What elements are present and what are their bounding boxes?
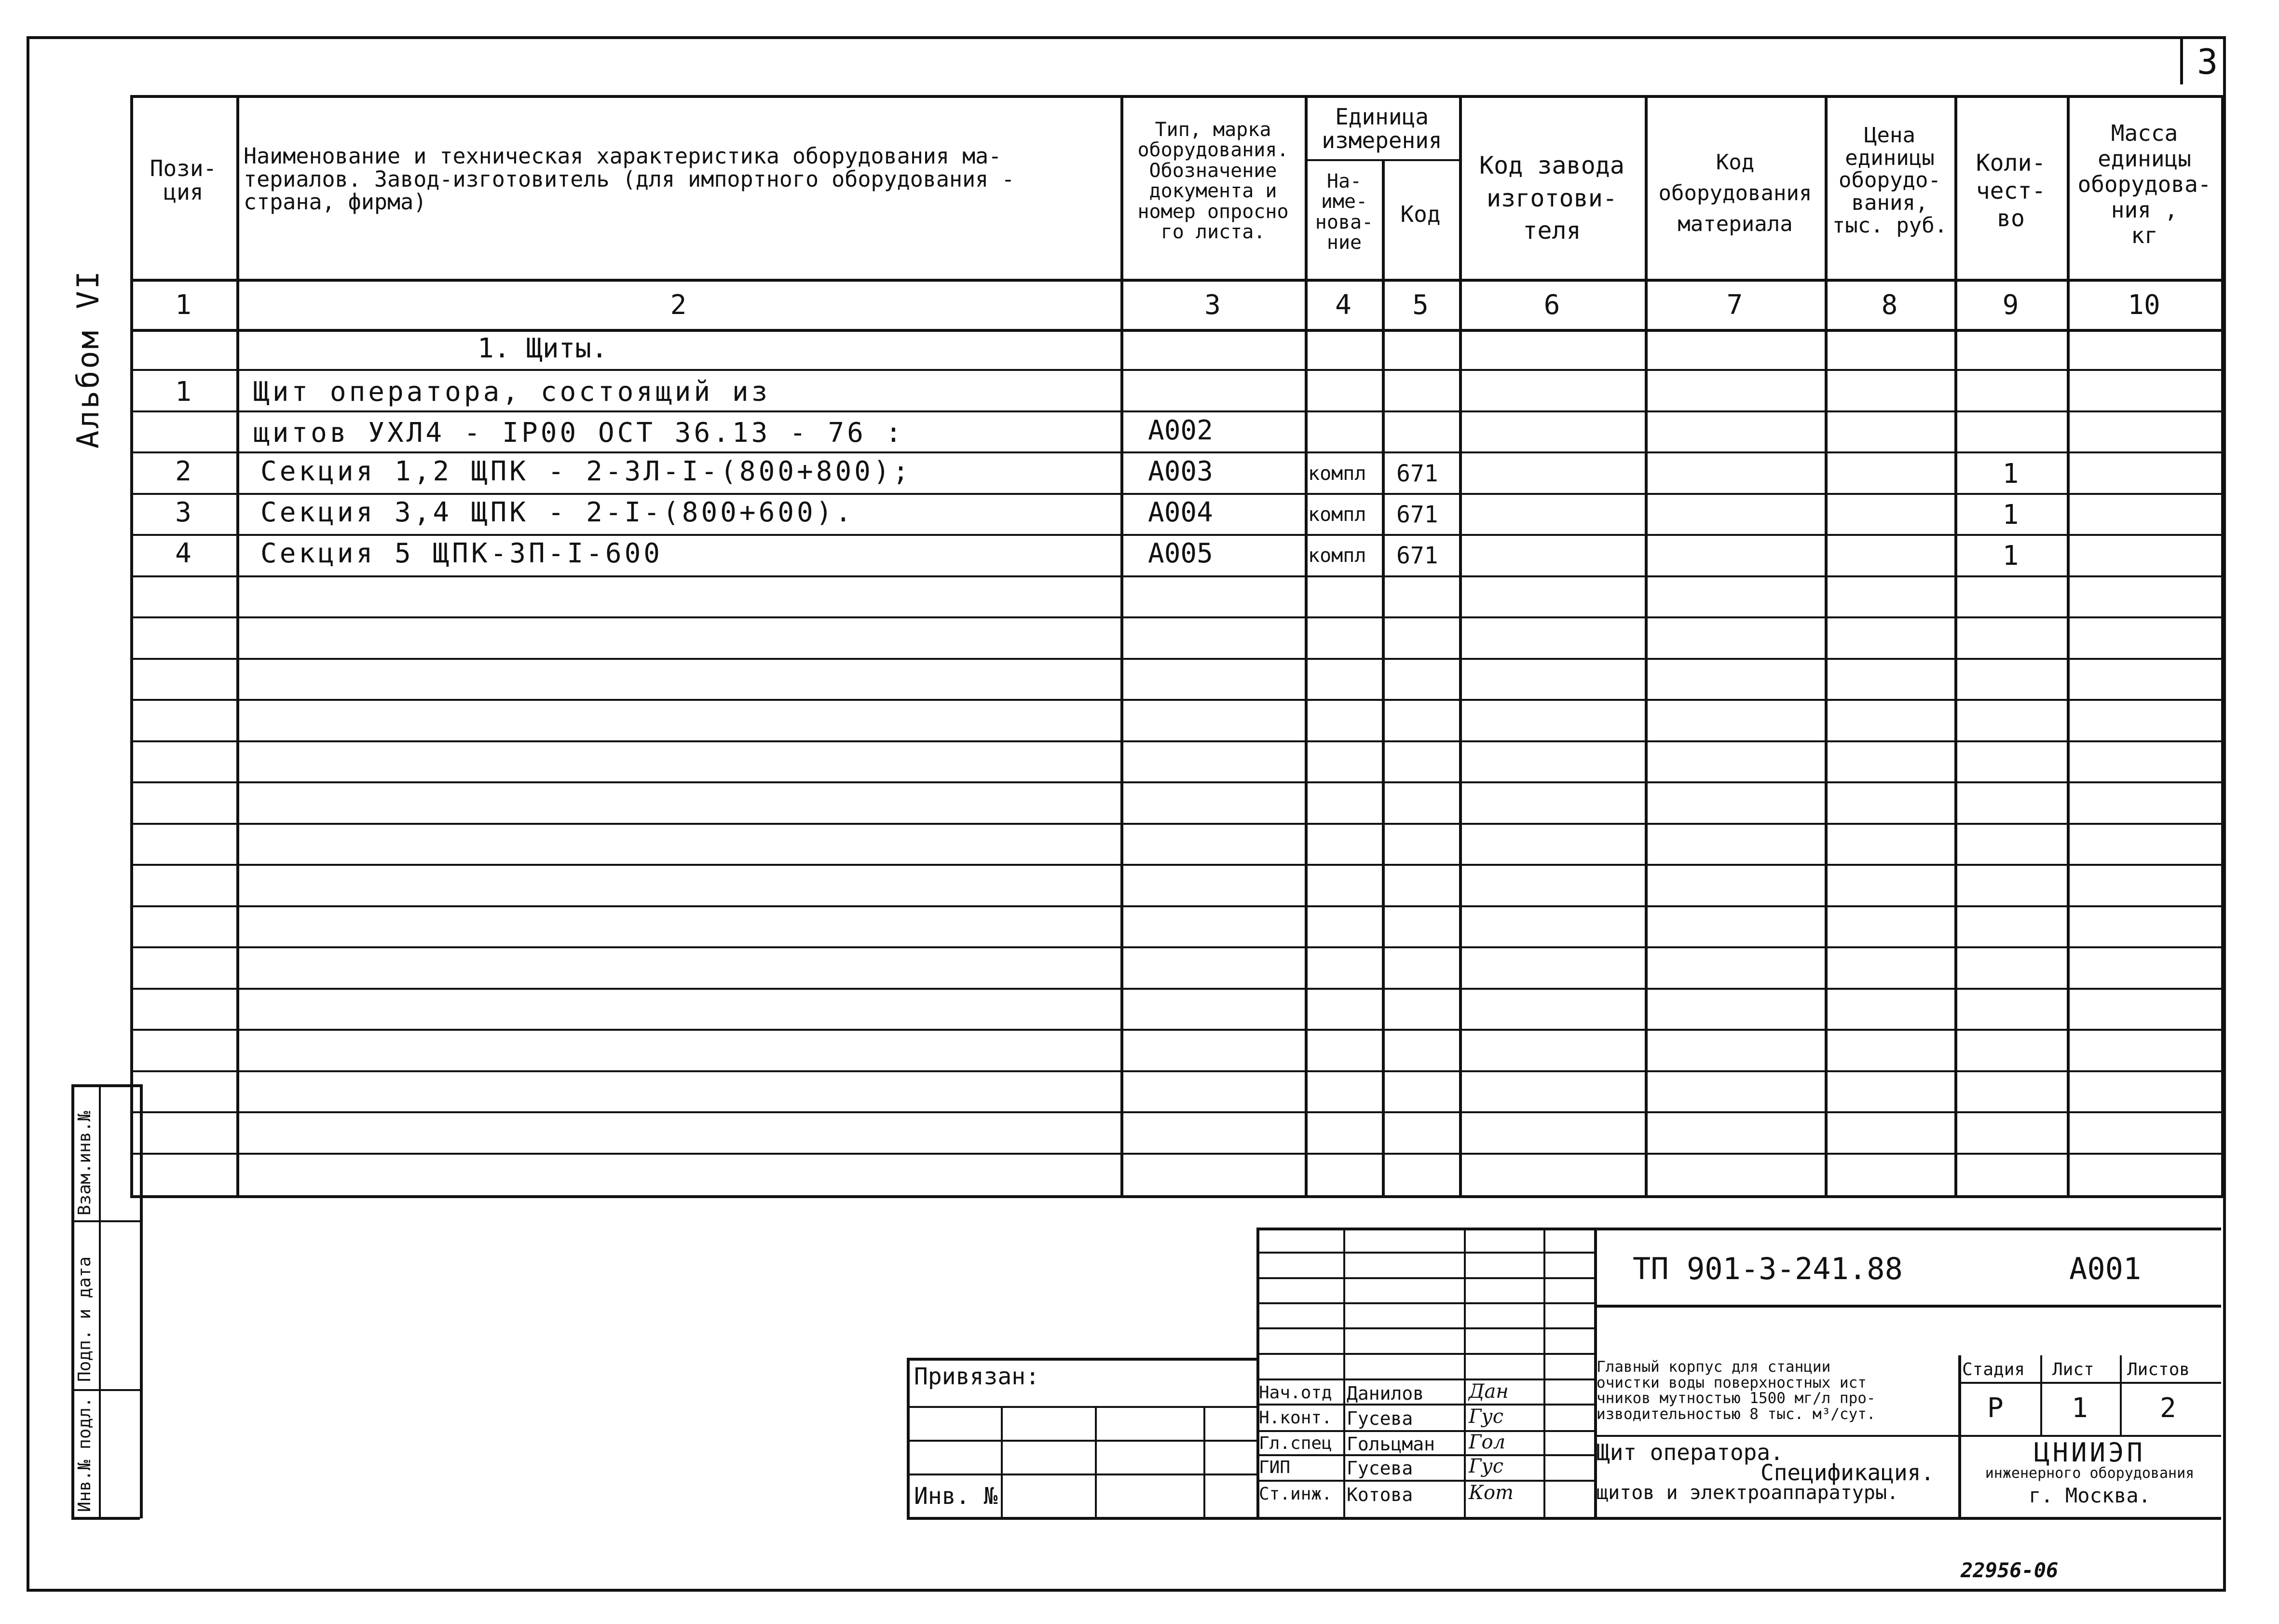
- tb-grid-10: [1256, 1480, 1594, 1482]
- table-row-line: [130, 575, 2224, 577]
- table-row-line: [130, 493, 2224, 495]
- side-stamp-sign-date: Подп. и дата: [75, 1256, 95, 1382]
- inv-no-label: Инв. №: [914, 1483, 998, 1510]
- side-stamp-bottom: [71, 1517, 140, 1520]
- side-stamp-div-1: [71, 1220, 140, 1222]
- table-row-line: [130, 1153, 2224, 1155]
- tb-grid-2: [1256, 1277, 1594, 1279]
- row-3-mark: А003: [1148, 456, 1213, 487]
- tb-line-b: [1343, 1228, 1345, 1517]
- header-bottom-line: [130, 279, 2224, 282]
- stage-label: Стадия: [1962, 1360, 2025, 1379]
- album-label: Альбом VI: [70, 269, 106, 449]
- role-5: Ст.инж.: [1259, 1484, 1332, 1504]
- privyazan-col-1: [1001, 1406, 1003, 1517]
- col-number-4: 4: [1335, 289, 1351, 321]
- row-3-code: 671: [1396, 460, 1438, 487]
- row-4-name: Секция 3,4 ЩПК - 2-I-(800+600).: [260, 497, 855, 528]
- col-divider-7: [1825, 95, 1828, 1196]
- table-row-line: [130, 946, 2224, 948]
- sheet-number-box: [2180, 36, 2183, 84]
- row-4-code: 671: [1396, 501, 1438, 528]
- table-bottom-border: [130, 1195, 2224, 1198]
- table-row-line: [130, 864, 2224, 866]
- side-stamp-replace-inv: Взам.инв.№: [75, 1111, 95, 1215]
- row-5-code: 671: [1396, 542, 1438, 569]
- org-name: ЦНИИЭП: [2033, 1437, 2146, 1468]
- drawing-title-line-2: Спецификация.: [1760, 1460, 1935, 1486]
- side-stamp-mid: [99, 1084, 101, 1518]
- role-5-signature: Кот: [1469, 1482, 1514, 1504]
- col-header-9: Коли- чест- во: [1976, 150, 2046, 232]
- table-row-line: [130, 658, 2224, 660]
- role-2: Н.конт.: [1259, 1408, 1332, 1428]
- stage-box-mid: [2040, 1355, 2042, 1435]
- sheets-value: 2: [2160, 1392, 2176, 1424]
- org-city: г. Москва.: [2029, 1484, 2151, 1507]
- side-stamp-div-2: [71, 1389, 140, 1391]
- table-row-line: [130, 410, 2224, 412]
- role-3-name: Гольцман: [1347, 1433, 1435, 1455]
- col-divider-6: [1645, 95, 1648, 1196]
- col-divider-2: [1120, 95, 1123, 1196]
- col-divider-8: [1954, 95, 1957, 1196]
- col-header-10: Масса единицы оборудова- ния , кг: [2077, 120, 2211, 248]
- table-right-border: [2221, 95, 2224, 1196]
- col-header-3: Тип, марка оборудования. Обозначение документа и номер опросно го листа.: [1137, 119, 1289, 243]
- privyazan-div-3: [907, 1474, 1256, 1475]
- row-4-unit: компл: [1308, 504, 1366, 526]
- table-row-line: [130, 905, 2224, 907]
- number-row-bottom-line: [130, 329, 2224, 332]
- col-number-1: 1: [175, 289, 191, 321]
- row-5-mark: А005: [1148, 538, 1213, 569]
- stage-box-right: [2120, 1355, 2122, 1435]
- col-number-2: 2: [670, 289, 687, 321]
- privyazan-col-2: [1095, 1406, 1097, 1517]
- sheets-label: Листов: [2127, 1360, 2190, 1379]
- stage-bottom: [1958, 1435, 2221, 1437]
- privyazan-div-2: [907, 1440, 1256, 1442]
- table-row-line: [130, 616, 2224, 618]
- col-number-5: 5: [1412, 289, 1429, 321]
- row-5-position: 4: [175, 538, 191, 569]
- role-1-signature: Дан: [1469, 1380, 1509, 1403]
- table-row-line: [130, 988, 2224, 990]
- stage-value: Р: [1987, 1392, 2004, 1424]
- table-row-line: [130, 1029, 2224, 1031]
- side-stamp-inv-no: Инв.№ подл.: [75, 1397, 95, 1512]
- tb-top: [1256, 1228, 2221, 1230]
- privyazan-top: [907, 1358, 1256, 1361]
- row-5-qty: 1: [2002, 540, 2019, 572]
- tb-line-d: [1543, 1228, 1545, 1517]
- sheet-label: Лист: [2052, 1360, 2094, 1379]
- row-3-position: 2: [175, 456, 191, 487]
- role-3: Гл.спец: [1259, 1433, 1332, 1453]
- tb-grid-3: [1256, 1302, 1594, 1304]
- row-3-qty: 1: [2002, 458, 2019, 490]
- col-header-2: Наименование и техническая характеристика оборудования ма- териалов. Завод-изготовитель (для импортного оборудования - страна, фирма): [244, 143, 1015, 215]
- drawing-title-line-3: щитов и электроаппаратуры.: [1597, 1482, 1899, 1504]
- tb-line-c: [1464, 1228, 1466, 1517]
- col-divider-9: [2067, 95, 2070, 1196]
- table-row-line: [130, 451, 2224, 453]
- org-subtitle: инженерного оборудования: [1985, 1465, 2195, 1482]
- tb-grid-6: [1256, 1378, 1594, 1380]
- unit-group-header: Единица измерения: [1322, 104, 1442, 153]
- table-row-line: [130, 534, 2224, 536]
- table-row-line: [130, 823, 2224, 825]
- row-5-name: Секция 5 ЩПК-3П-I-600: [260, 538, 663, 569]
- role-1: Нач.отд: [1259, 1383, 1332, 1403]
- tb-grid-1: [1256, 1252, 1594, 1254]
- col-header-8: Цена единицы оборудо- вания, тыс. руб.: [1832, 123, 1948, 238]
- sheet-code: А001: [2069, 1251, 2142, 1286]
- privyazan-label: Привязан:: [914, 1363, 1040, 1390]
- table-top-border: [130, 95, 2224, 98]
- role-4-name: Гусева: [1347, 1458, 1413, 1479]
- row-4-position: 3: [175, 497, 191, 528]
- stage-label-line: [1958, 1382, 2221, 1384]
- col-header-6: Код завода изготови- теля: [1479, 151, 1625, 245]
- table-left-border: [130, 95, 133, 1196]
- privyazan-left: [907, 1358, 910, 1517]
- row-4-qty: 1: [2002, 499, 2019, 531]
- project-title-bottom: [1594, 1435, 1958, 1437]
- project-title: Главный корпус для станции очистки воды поверхностных ист чников мутностью 1500 мг/л про- изводительностью 8 тыс. м³/сут.: [1597, 1358, 1876, 1423]
- col-number-8: 8: [1881, 289, 1898, 321]
- col-header-5: Код: [1400, 201, 1441, 227]
- sheet-number: 3: [2197, 41, 2218, 82]
- privyazan-col-3: [1203, 1406, 1205, 1517]
- col-header-1: Пози- ция: [150, 155, 217, 205]
- side-stamp-right: [140, 1084, 143, 1518]
- table-row-line: [130, 369, 2224, 371]
- unit-group-divider: [1305, 159, 1459, 161]
- row-3-name: Секция 1,2 ЩПК - 2-3Л-I-(800+800);: [260, 456, 912, 487]
- role-3-signature: Гол: [1469, 1431, 1506, 1453]
- tb-grid-5: [1256, 1353, 1594, 1355]
- tb-grid-8: [1256, 1430, 1594, 1432]
- role-2-signature: Гус: [1469, 1406, 1504, 1428]
- tb-bottom: [907, 1517, 2221, 1520]
- table-row-line: [130, 1111, 2224, 1113]
- tb-grid-7: [1256, 1404, 1594, 1406]
- col-header-4: На- име- нова- ние: [1315, 170, 1374, 254]
- archive-number: 22956-06: [1961, 1558, 2059, 1582]
- table-row-line: [130, 699, 2224, 701]
- drawing-title-line-1: Щит оператора.: [1597, 1439, 1784, 1465]
- sheet-value: 1: [2072, 1392, 2088, 1424]
- privyazan-div-1: [907, 1406, 1256, 1408]
- col-number-9: 9: [2002, 289, 2019, 321]
- row-1-name: Щит оператора, состоящий из: [253, 376, 771, 408]
- col-number-3: 3: [1204, 289, 1221, 321]
- row-2-name: щитов УХЛ4 - IР00 ОСТ 36.13 - 76 :: [253, 417, 905, 449]
- col-divider-3: [1305, 95, 1308, 1196]
- col-divider-1: [236, 95, 239, 1196]
- col-number-7: 7: [1726, 289, 1743, 321]
- side-stamp-top: [71, 1084, 140, 1087]
- role-4-signature: Гус: [1469, 1455, 1504, 1477]
- row-3-unit: компл: [1308, 463, 1366, 485]
- role-4: ГИП: [1259, 1458, 1291, 1477]
- col-number-10: 10: [2128, 289, 2160, 321]
- role-5-name: Котова: [1347, 1484, 1413, 1505]
- col-header-7: Код оборудования материала: [1658, 150, 1812, 236]
- table-row-line: [130, 1070, 2224, 1072]
- row-5-unit: компл: [1308, 545, 1366, 567]
- side-stamp-left: [71, 1084, 74, 1518]
- tb-code-bottom: [1594, 1305, 2221, 1308]
- row-4-mark: А004: [1148, 497, 1213, 528]
- col-number-6: 6: [1543, 289, 1560, 321]
- section-heading: 1. Щиты.: [478, 333, 608, 364]
- role-2-name: Гусева: [1347, 1408, 1413, 1429]
- col-divider-5: [1459, 95, 1462, 1196]
- document-code: ТП 901-3-241.88: [1633, 1251, 1903, 1286]
- row-1-position: 1: [175, 376, 191, 408]
- tb-grid-4: [1256, 1327, 1594, 1329]
- table-row-line: [130, 781, 2224, 783]
- row-2-mark: А002: [1148, 415, 1213, 446]
- table-row-line: [130, 740, 2224, 742]
- role-1-name: Данилов: [1347, 1383, 1424, 1404]
